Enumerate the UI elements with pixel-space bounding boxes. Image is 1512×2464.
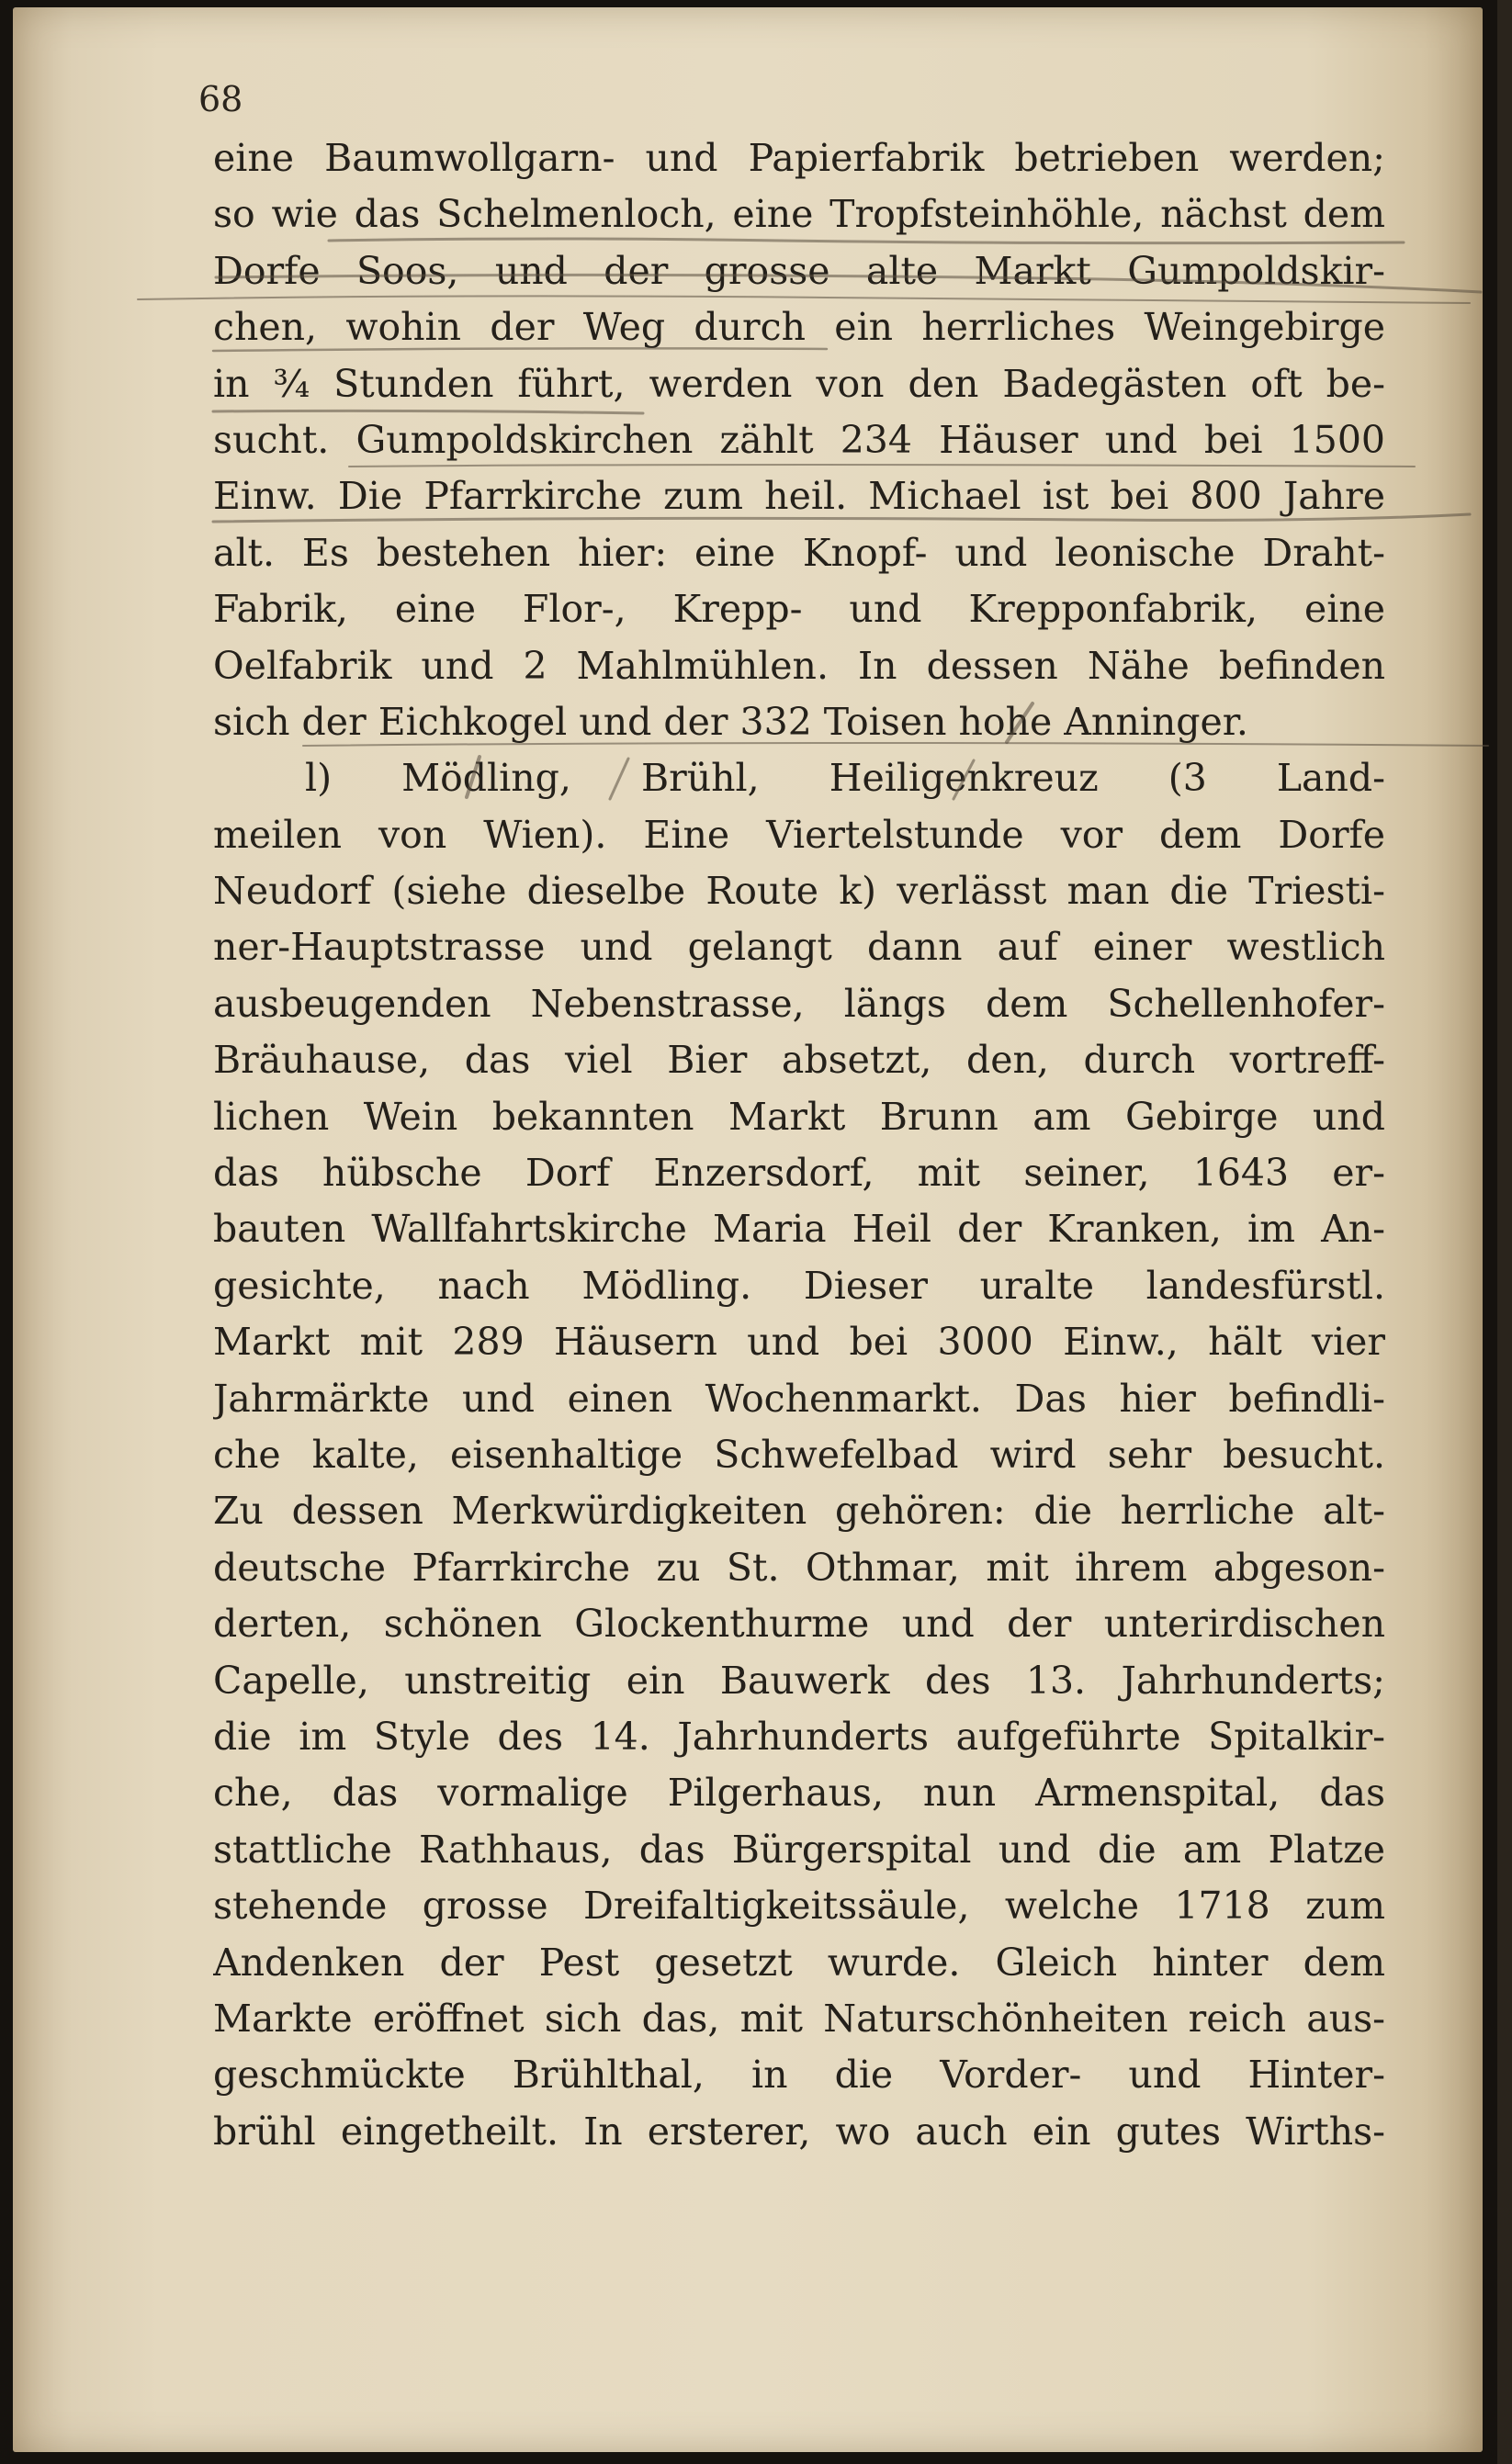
text-line: alt. Es bestehen hier: eine Knopf- und leonische Draht-	[213, 530, 1385, 575]
text-line: Markt mit 289 Häusern und bei 3000 Einw., hält vier	[213, 1320, 1385, 1365]
text-line: die im Style des 14. Jahrhunderts aufgeführte Spitalkir-	[213, 1714, 1385, 1759]
text-line: das hübsche Dorf Enzersdorf, mit seiner, 1643 er-	[213, 1151, 1385, 1196]
text-line: sucht. Gumpoldskirchen zählt 234 Häuser und bei 1500	[213, 417, 1385, 462]
text-line: ner-Hauptstrasse und gelangt dann auf einer westlich	[213, 925, 1385, 970]
page-number: 68	[198, 79, 243, 119]
text-line: brühl eingetheilt. In ersterer, wo auch ein gutes Wirths-	[213, 2109, 1385, 2154]
text-line: Fabrik, eine Flor-, Krepp- und Krepponfabrik, eine	[213, 587, 1385, 632]
text-line: Markte eröffnet sich das, mit Naturschönheiten reich aus-	[213, 1996, 1385, 2041]
text-line: stehende grosse Dreifaltigkeitssäule, welche 1718 zum	[213, 1884, 1385, 1929]
text-line: Oelfabrik und 2 Mahlmühlen. In dessen Nähe befinden	[213, 643, 1385, 688]
text-line: chen, wohin der Weg durch ein herrliches Weingebirge	[213, 305, 1385, 350]
text-line: Dorfe Soos, und der grosse alte Markt Gumpoldskir-	[213, 248, 1385, 293]
text-line: deutsche Pfarrkirche zu St. Othmar, mit ihrem abgeson-	[213, 1545, 1385, 1590]
section-heading-line: l) Mödling, Brühl, Heiligenkreuz (3 Land-	[305, 756, 1385, 801]
text-line: Einw. Die Pfarrkirche zum heil. Michael ist bei 800 Jahre	[213, 474, 1385, 519]
text-line: bauten Wallfahrtskirche Maria Heil der Kranken, im An-	[213, 1207, 1385, 1252]
binding-edge	[1497, 0, 1512, 2464]
text-line: sich der Eichkogel und der 332 Toisen hohe Anninger.	[213, 699, 1248, 744]
text-line: ausbeugenden Nebenstrasse, längs dem Schellenhofer-	[213, 981, 1385, 1026]
text-line: Zu dessen Merkwürdigkeiten gehören: die herrliche alt-	[213, 1489, 1385, 1534]
text-line: Neudorf (siehe dieselbe Route k) verlässt man die Triesti-	[213, 869, 1385, 914]
text-line: stattliche Rathhaus, das Bürgerspital und die am Platze	[213, 1827, 1385, 1872]
text-line: gesichte, nach Mödling. Dieser uralte landesfürstl.	[213, 1263, 1385, 1308]
text-line: Andenken der Pest gesetzt wurde. Gleich hinter dem	[213, 1940, 1385, 1985]
text-line: eine Baumwollgarn- und Papierfabrik betrieben werden;	[213, 136, 1385, 180]
text-line: che, das vormalige Pilgerhaus, nun Armenspital, das	[213, 1771, 1385, 1816]
text-line: Bräuhause, das viel Bier absetzt, den, durch vortreff-	[213, 1038, 1385, 1083]
text-line: in ¾ Stunden führt, werden von den Badegästen oft be-	[213, 361, 1385, 406]
body-text	[213, 130, 1385, 2160]
text-line: Jahrmärkte und einen Wochenmarkt. Das hier befindli-	[213, 1376, 1385, 1421]
text-line: so wie das Schelmenloch, eine Tropfsteinhöhle, nächst dem	[213, 192, 1385, 237]
text-line: Capelle, unstreitig ein Bauwerk des 13. Jahrhunderts;	[213, 1658, 1385, 1703]
text-line: derten, schönen Glockenthurme und der unterirdischen	[213, 1602, 1385, 1647]
text-line: lichen Wein bekannten Markt Brunn am Gebirge und	[213, 1094, 1385, 1139]
text-line: geschmückte Brühlthal, in die Vorder- und Hinter-	[213, 2053, 1385, 2098]
text-line: che kalte, eisenhaltige Schwefelbad wird sehr besucht.	[213, 1432, 1385, 1477]
text-line: meilen von Wien). Eine Viertelstunde vor dem Dorfe	[213, 812, 1385, 857]
